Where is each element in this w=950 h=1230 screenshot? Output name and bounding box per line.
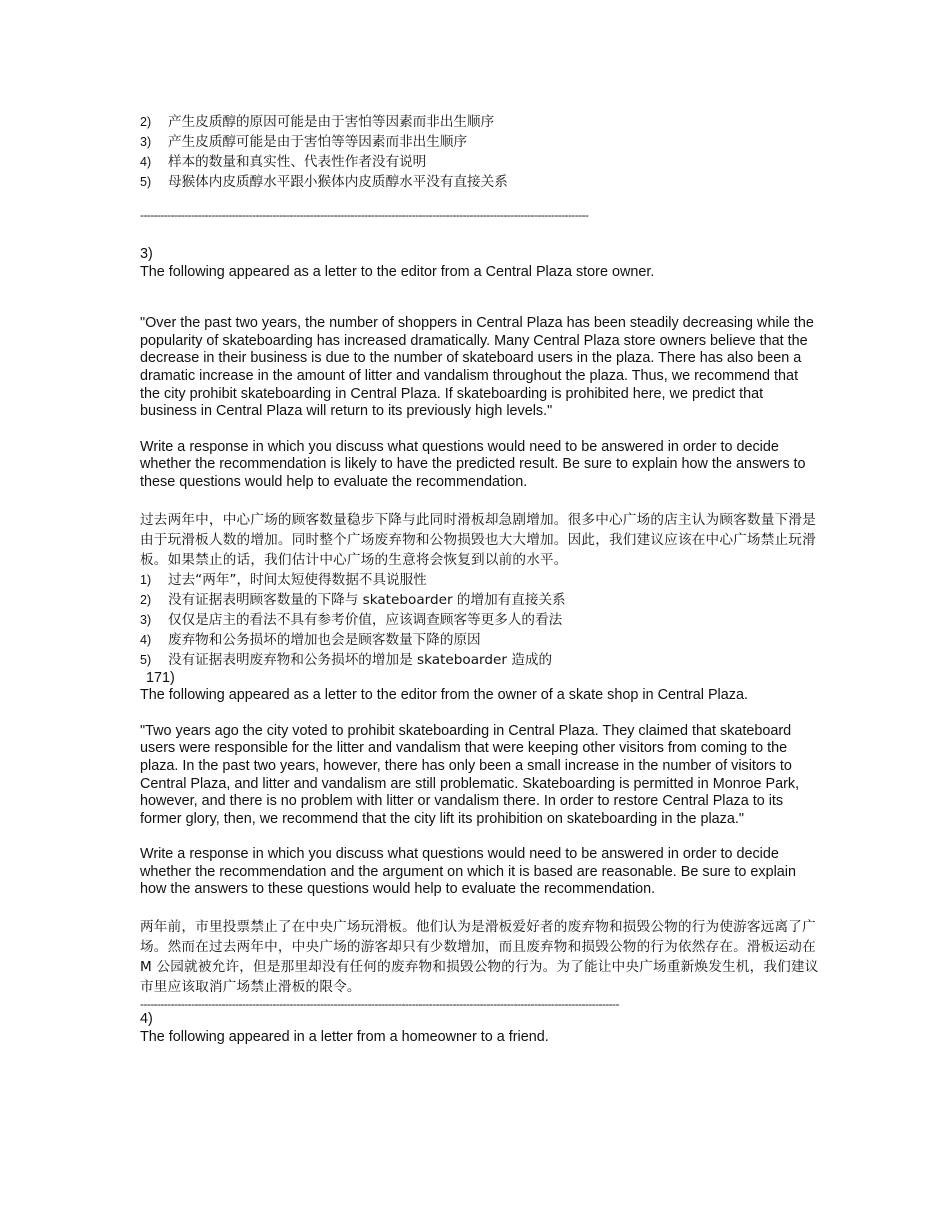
question-instruction: Write a response in which you discuss what questions would need to be answered in order to decide whether the recommendation is likely to have the predicted result. Be sure to explain how the answers to these questions would help to evaluate the recommendation. [140, 438, 806, 490]
question-intro: The following appeared in a letter from a homeowner to a friend. [140, 1028, 549, 1045]
separator-line: --------------------------------------------------------------------------------------------------------------------------------------------- [140, 997, 619, 1012]
chinese-translation: 两年前，市里投票禁止了在中央广场玩滑板。他们认为是滑板爱好者的废弃物和损毁公物的行为使游客远离了广场。然而在过去两年中，中央广场的游客却只有少数增加，而且废弃物和损毁公物的行为依然存在。滑板运动在 M 公园就被允许，但是那里却没有任何的废弃物和损毁公物的行为。为了能让中央广场重新焕发生机，我们建议市里应该取消广场禁止滑板的限令。 [140, 919, 819, 996]
list-item: 3) 产生皮质醇可能是由于害怕等等因素而非出生顺序 [140, 134, 468, 150]
chinese-translation: 过去两年中，中心广场的顾客数量稳步下降与此同时滑板却急剧增加。很多中心广场的店主认为顾客数量下滑是由于玩滑板人数的增加。同时整个广场废弃物和公物损毁也大大增加。因此，我们建议应该在中心广场禁止玩滑板。如果禁止的话，我们估计中心广场的生意将会恢复到以前的水平。 [140, 511, 816, 568]
question-prompt-quote: "Over the past two years, the number of shoppers in Central Plaza has been steadily decreasing while the popularity of skateboarding has increased dramatically. Many Central Plaza store owners believe that the decrease in their business is due to the number of skateboard users in the plaza. There has also been a dramatic increase in the amount of litter and vandalism throughout the plaza. Thus, we recommend that the city prohibit skateboarding in Central Plaza. If skateboarding is prohibited here, we predict that business in Central Plaza will return to its previously high levels." [140, 315, 814, 420]
question-number: 171) [146, 669, 175, 686]
list-item: 2) 没有证据表明顾客数量的下降与 skateboarder 的增加有直接关系 [140, 591, 566, 608]
list-item: 4) 样本的数量和真实性、代表性作者没有说明 [140, 154, 427, 170]
separator-line: ------------------------------------------------------------------------------------------------------------------------------------ [140, 208, 589, 222]
list-item: 1) 过去“两年”，时间太短使得数据不具说服性 [140, 571, 427, 588]
document-page [140, 112, 820, 1046]
question-intro: The following appeared as a letter to the editor from the owner of a skate shop in Central Plaza. [140, 687, 748, 704]
question-number: 3) [140, 246, 153, 262]
question-intro: The following appeared as a letter to the editor from a Central Plaza store owner. [140, 263, 655, 280]
top-list [140, 112, 820, 192]
analysis-points [140, 570, 820, 670]
question-instruction: Write a response in which you discuss what questions would need to be answered in order to decide whether the recommendation and the argument on which it is based are reasonable. Be sure to explain how the answers to these questions would help to evaluate the recommendation. [140, 846, 796, 898]
list-item: 5) 母猴体内皮质醇水平跟小猴体内皮质醇水平没有直接关系 [140, 174, 508, 190]
list-item: 5) 没有证据表明废弃物和公务损坏的增加是 skateboarder 造成的 [140, 651, 553, 668]
list-item: 2) 产生皮质醇的原因可能是由于害怕等因素而非出生顺序 [140, 114, 495, 130]
list-item: 3) 仅仅是店主的看法不具有参考价值，应该调查顾客等更多人的看法 [140, 611, 563, 628]
question-prompt-quote: "Two years ago the city voted to prohibit skateboarding in Central Plaza. They claimed that skateboard users were responsible for the litter and vandalism that were keeping other visitors from coming to the plaza. In the past two years, however, there has only been a small increase in the number of visitors to Central Plaza, and litter and vandalism are still problematic. Skateboarding is permitted in Monroe Park, however, and there is no problem with litter or vandalism there. In order to restore Central Plaza to its former glory, then, we recommend that the city lift its prohibition on skateboarding in the plaza." [140, 722, 800, 827]
list-item: 4) 废弃物和公务损坏的增加也会是顾客数量下降的原因 [140, 631, 481, 648]
question-number: 4) [140, 1011, 153, 1028]
